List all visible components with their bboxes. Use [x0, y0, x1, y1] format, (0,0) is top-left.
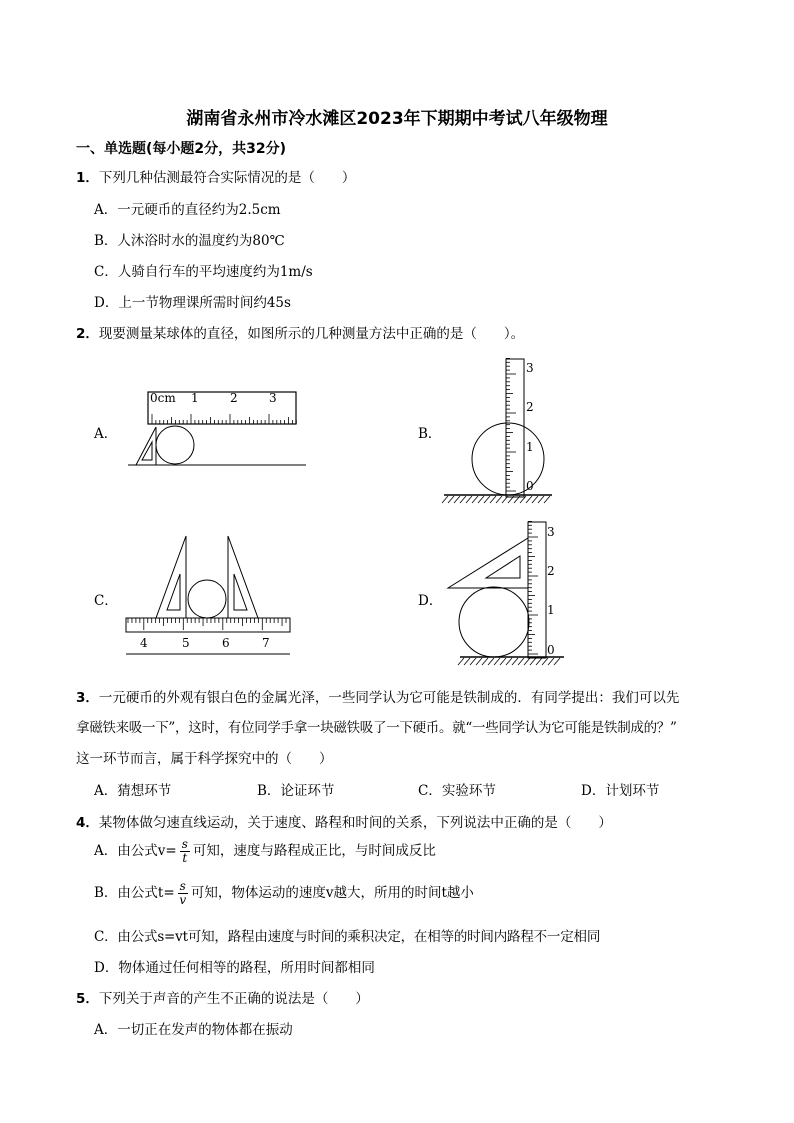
question-5	[76, 987, 369, 1007]
tick-mark	[464, 658, 470, 665]
question-3-line2: 拿磁铁来吸一下”，这时，有位同学手拿一块磁铁吸了一下硬币。就“一些同学认为它可能是铁制成的？”	[76, 720, 677, 736]
tick-mark	[548, 658, 554, 665]
tick-label: 1	[526, 440, 534, 454]
tick-mark	[518, 658, 524, 665]
tick-label: 2	[547, 564, 555, 578]
tick-mark	[532, 496, 538, 503]
tick-mark	[448, 496, 454, 503]
q4-option-c: C．由公式s=vt可知，路程由速度与时间的乘积决定，在相等的时间内路程不一定相同	[94, 929, 601, 945]
ball	[472, 423, 544, 495]
ball	[156, 426, 194, 464]
q1-option-a: A．一元硬币的直径约为2.5cm	[94, 202, 281, 218]
q2-label-c: C．	[94, 593, 118, 609]
q1-option-b: B．人沐浴时水的温度约为80℃	[94, 233, 285, 249]
tick-mark	[490, 496, 496, 503]
tick-mark	[460, 496, 466, 503]
tick-label: 2	[526, 400, 534, 414]
tick-mark	[470, 658, 476, 665]
question-number: 1．	[76, 170, 99, 186]
q2-label-a: A．	[94, 426, 118, 442]
tick-label: 5	[182, 636, 190, 650]
q2-label-b: B．	[418, 426, 442, 442]
question-stem: 现要测量某球体的直径，如图所示的几种测量方法中正确的是（ ）。	[98, 326, 525, 342]
tick-mark	[530, 658, 536, 665]
tick-mark	[542, 658, 548, 665]
tick-mark	[524, 658, 530, 665]
tick-label: 3	[547, 525, 555, 539]
section-heading: 一、单选题(每小题2分，共32分)	[76, 141, 287, 157]
q3-option-c: C．实验环节	[418, 783, 496, 799]
tick-mark	[442, 496, 448, 503]
fraction: $\frac{s}{v}$	[179, 879, 187, 907]
fraction: $\frac{s}{t}$	[181, 837, 188, 865]
tick-mark	[466, 496, 472, 503]
tick-mark	[458, 658, 464, 665]
tick-mark	[478, 496, 484, 503]
triangle-ruler-right	[228, 536, 258, 618]
tick-mark	[544, 496, 550, 503]
tick-mark	[536, 658, 542, 665]
tick-mark	[512, 658, 518, 665]
ruler-ticks	[152, 414, 296, 424]
tick-mark	[472, 496, 478, 503]
question-stem: 下列几种估测最符合实际情况的是（ ）	[98, 170, 356, 186]
tick-label: 0	[526, 479, 534, 493]
question-1	[76, 166, 355, 186]
tick-mark	[494, 658, 500, 665]
question-number: 2．	[76, 326, 99, 342]
tick-mark	[496, 496, 502, 503]
q1-option-d: D．上一节物理课所需时间约45s	[94, 295, 291, 311]
figure-a	[120, 380, 310, 470]
ball	[188, 580, 226, 618]
tick-mark	[502, 496, 508, 503]
tick-label: 1	[191, 391, 199, 405]
triangle-ruler	[448, 538, 528, 588]
q3-option-b: B．论证环节	[257, 783, 335, 799]
q3-option-d: D．计划环节	[581, 783, 660, 799]
triangle-ruler	[136, 427, 156, 465]
tick-mark	[484, 496, 490, 503]
tick-mark	[500, 658, 506, 665]
tick-label: 4	[140, 636, 148, 650]
page-title: 湖南省永州市冷水滩区2023年下期期中考试八年级物理	[186, 109, 608, 129]
tick-mark	[476, 658, 482, 665]
tick-mark	[526, 496, 532, 503]
question-stem-line1: 一元硬币的外观有银白色的金属光泽，一些同学认为它可能是铁制成的．有同学提出：我们可以先	[98, 690, 680, 706]
q4-option-b: B．由公式t= $\frac{s}{v}$ 可知，物体运动的速度v越大，所用的时间t越小	[94, 879, 474, 907]
figure-d	[440, 518, 570, 668]
tick-label: 1	[547, 603, 555, 617]
tick-label: 2	[230, 391, 238, 405]
q2-label-d: D．	[418, 593, 443, 609]
question-stem: 下列关于声音的产生不正确的说法是（ ）	[98, 991, 369, 1007]
q4-option-a: A．由公式v= $\frac{s}{t}$ 可知，速度与路程成正比，与时间成反比	[94, 837, 436, 865]
question-3	[76, 686, 679, 706]
tick-mark	[488, 658, 494, 665]
figure-c	[120, 530, 300, 660]
question-2	[76, 322, 524, 342]
q4-option-d: D．物体通过任何相等的路程，所用时间都相同	[94, 960, 375, 976]
figure-b	[440, 355, 570, 505]
ball	[459, 587, 529, 657]
tick-label: 3	[269, 391, 277, 405]
tick-mark	[506, 658, 512, 665]
question-stem: 某物体做匀速直线运动，关于速度、路程和时间的关系，下列说法中正确的是（ ）	[98, 815, 612, 831]
tick-label: 7	[262, 636, 270, 650]
tick-label: 0cm	[150, 391, 176, 405]
q1-option-c: C．人骑自行车的平均速度约为1m/s	[94, 264, 313, 280]
triangle-ruler-left	[156, 536, 186, 618]
question-3-line3: 这一环节而言，属于科学探究中的（ ）	[76, 751, 333, 767]
tick-label: 0	[547, 643, 555, 657]
q5-option-a: A．一切正在发声的物体都在振动	[94, 1022, 293, 1038]
q3-option-a: A．猜想环节	[94, 783, 172, 799]
tick-mark	[482, 658, 488, 665]
tick-label: 6	[222, 636, 230, 650]
tick-mark	[554, 658, 560, 665]
tick-mark	[538, 496, 544, 503]
question-number: 5．	[76, 991, 99, 1007]
question-4	[76, 811, 612, 831]
tick-label: 3	[526, 361, 534, 375]
question-number: 3．	[76, 690, 99, 706]
question-number: 4．	[76, 815, 99, 831]
tick-mark	[454, 496, 460, 503]
